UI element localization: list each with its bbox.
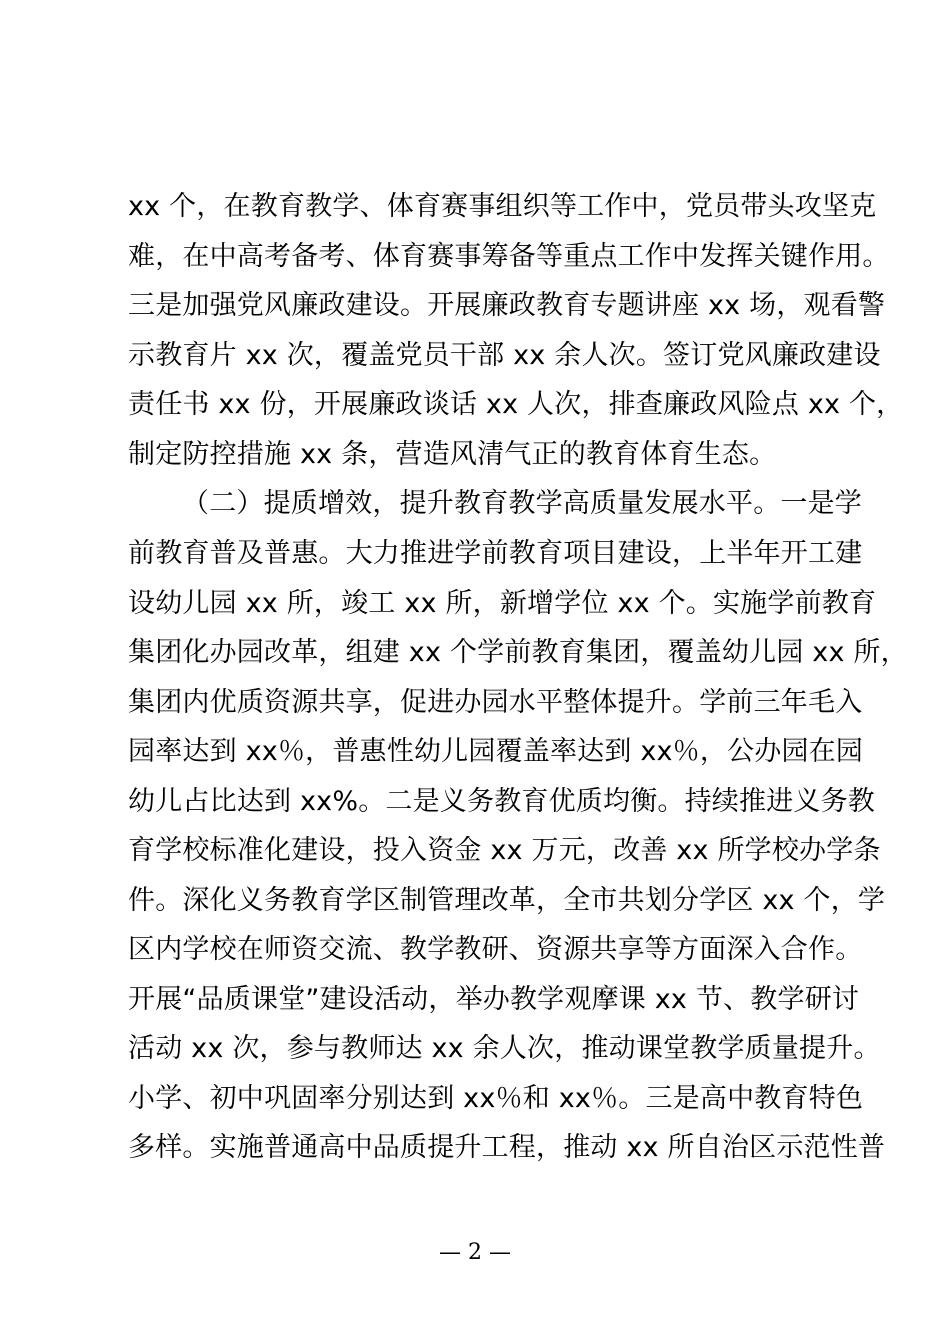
text-line: 难，在中高考备考、体育赛事筹备等重点工作中发挥关键作用。 [128,241,890,272]
text-line: 示教育片 xx 次，覆盖党员干部 xx 余人次。签订党风廉政建设 [128,340,881,371]
text-line: 前教育普及普惠。大力推进学前教育项目建设，上半年开工建 [128,538,863,569]
text-line: 小学、初中巩固率分别达到 xx％和 xx％。三是高中教育特色 [128,1083,864,1114]
text-line: 三是加强党风廉政建设。开展廉政教育专题讲座 xx 场，观看警 [128,290,886,321]
text-line: 集团内优质资源共享，促进办园水平整体提升。学前三年毛入 [128,687,863,718]
text-line: 多样。实施普通高中品质提升工程，推动 xx 所自治区示范性普 [128,1132,886,1163]
text-line: 区内学校在师资交流、教学教研、资源共享等方面深入合作。 [128,934,863,965]
text-line: 活动 xx 次，参与教师达 xx 余人次，推动课堂教学质量提升。 [128,1033,881,1064]
text-line: 责任书 xx 份，开展廉政谈话 xx 人次，排查廉政风险点 xx 个， [128,389,904,420]
text-line: 制定防控措施 xx 条，营造风清气正的教育体育生态。 [128,439,777,470]
text-line: 集团化办园改革，组建 xx 个学前教育集团，覆盖幼儿园 xx 所， [128,637,908,668]
text-line: 幼儿占比达到 xx%。二是义务教育优质均衡。持续推进义务教 [128,786,875,817]
text-line: 育学校标准化建设，投入资金 xx 万元，改善 xx 所学校办学条 [128,835,881,866]
section-heading-line: （二）提质增效，提升教育教学高质量发展水平。一是学 [182,488,862,519]
page-number: — 2 — [439,1240,511,1265]
text-line: 园率达到 xx％，普惠性幼儿园覆盖率达到 xx％，公办园在园 [128,736,864,767]
text-line: 件。深化义务教育学区制管理改革，全市共划分学区 xx 个，学 [128,885,886,916]
text-line: xx 个，在教育教学、体育赛事组织等工作中，党员带头攻坚克 [128,191,877,222]
text-line: 设幼儿园 xx 所，竣工 xx 所，新增学位 xx 个。实施学前教育 [128,588,877,619]
text-line: 开展“品质课堂”建设活动，举办教学观摩课 xx 节、教学研讨 [128,984,860,1015]
